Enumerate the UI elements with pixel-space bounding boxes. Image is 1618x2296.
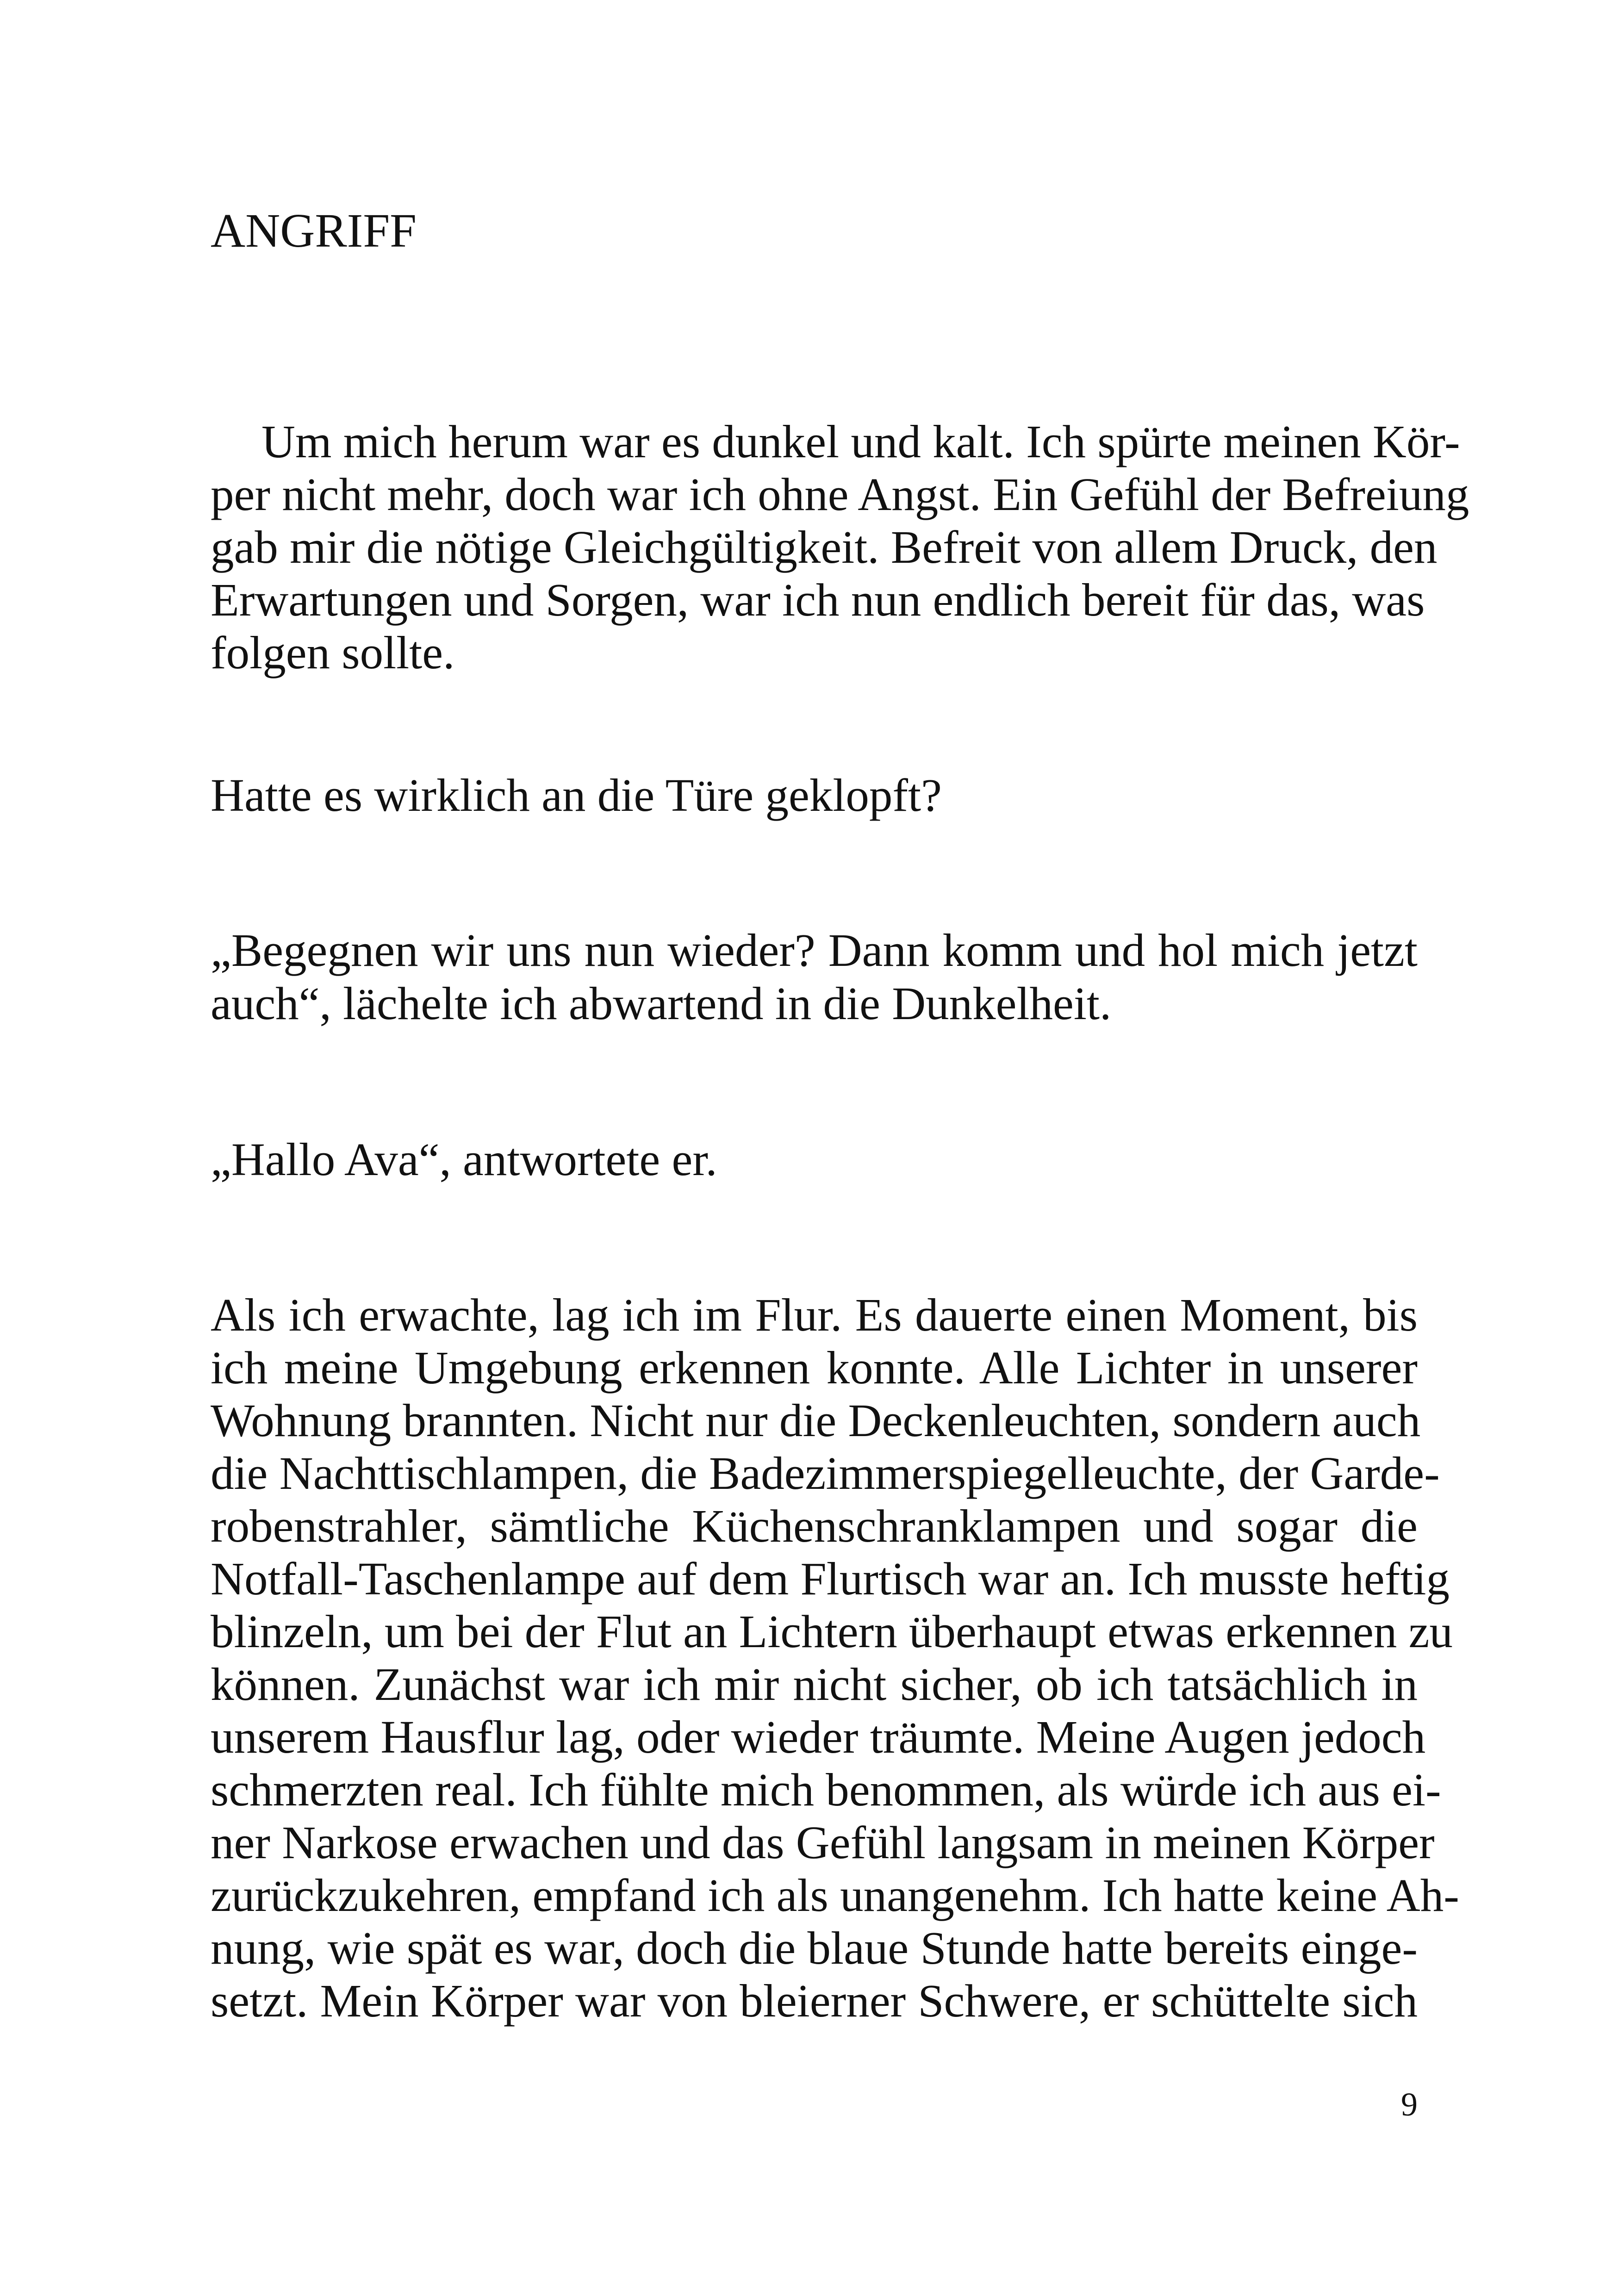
text-line: robenstrahler, sämtliche Küchenschranklampen und sogar die xyxy=(211,1500,1418,1552)
text-line: per nicht mehr, doch war ich ohne Angst. Ein Gefühl der Befreiung xyxy=(211,468,1469,520)
text-line: unserem Hausflur lag, oder wieder träumte. Meine Augen jedoch xyxy=(211,1711,1426,1763)
text-line: zurückzukehren, empfand ich als unangenehm. Ich hatte keine Ah- xyxy=(211,1869,1459,1921)
text-line: „Begegnen wir uns nun wieder? Dann komm und hol mich jetzt xyxy=(211,924,1418,976)
text-line: Notfall-Taschenlampe auf dem Flurtisch war an. Ich musste heftig xyxy=(211,1553,1450,1605)
text-line: folgen sollte. xyxy=(211,627,455,678)
text-line: gab mir die nötige Gleichgültigkeit. Befreit von allem Druck, den xyxy=(211,521,1438,573)
text-line: ich meine Umgebung erkennen konnte. Alle Lichter in unserer xyxy=(211,1342,1418,1394)
text-line: „Hallo Ava“, antwortete er. xyxy=(211,1133,717,1185)
text-line: auch“, lächelte ich abwartend in die Dunkelheit. xyxy=(211,977,1112,1029)
text-line: ner Narkose erwachen und das Gefühl langsam in meinen Körper xyxy=(211,1817,1435,1868)
text-line: Um mich herum war es dunkel und kalt. Ich spürte meinen Kör- xyxy=(261,416,1460,467)
text-line: nung, wie spät es war, doch die blaue Stunde hatte bereits einge- xyxy=(211,1922,1418,1974)
text-line: schmerzten real. Ich fühlte mich benommen, als würde ich aus ei- xyxy=(211,1764,1441,1816)
text-line: setzt. Mein Körper war von bleierner Schwere, er schüttelte sich xyxy=(211,1975,1418,2027)
text-line: können. Zunächst war ich mir nicht sicher, ob ich tatsächlich in xyxy=(211,1658,1418,1710)
text-line: Hatte es wirklich an die Türe geklopft? xyxy=(211,769,942,821)
text-line: Erwartungen und Sorgen, war ich nun endlich bereit für das, was xyxy=(211,574,1425,626)
text-line: die Nachttischlampen, die Badezimmerspiegelleuchte, der Garde- xyxy=(211,1447,1440,1499)
page-number: 9 xyxy=(1401,2086,1418,2123)
text-line: Wohnung brannten. Nicht nur die Deckenleuchten, sondern auch xyxy=(211,1394,1421,1446)
chapter-heading: ANGRIFF xyxy=(211,204,417,257)
text-line: Als ich erwachte, lag ich im Flur. Es dauerte einen Moment, bis xyxy=(211,1289,1418,1341)
text-line: blinzeln, um bei der Flut an Lichtern überhaupt etwas erkennen zu xyxy=(211,1605,1453,1657)
